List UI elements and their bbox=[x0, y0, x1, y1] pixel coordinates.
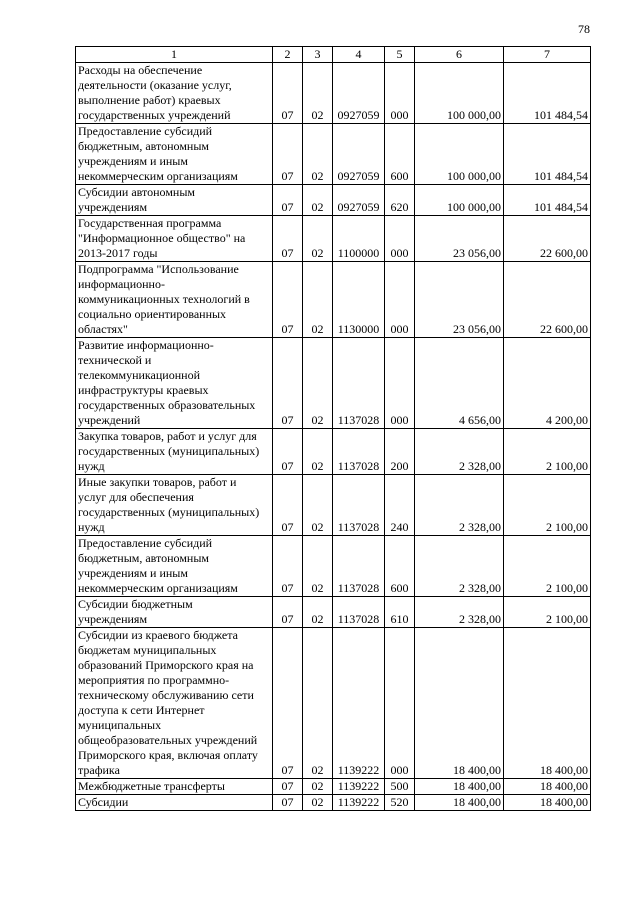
target-article-cell: 0927059 bbox=[333, 185, 385, 216]
expense-type-cell: 240 bbox=[385, 475, 415, 536]
amount-actual-cell: 18 400,00 bbox=[504, 779, 591, 795]
row-name-cell: Развитие информационно- технической и телекоммуникационной инфраструктуры краевых государственных образовательных учреждений bbox=[76, 338, 273, 429]
row-name-cell: Субсидии bbox=[76, 795, 273, 811]
amount-plan-cell: 18 400,00 bbox=[415, 628, 504, 779]
section-code-cell: 07 bbox=[273, 185, 303, 216]
target-article-cell: 1100000 bbox=[333, 216, 385, 262]
subsection-code-cell: 02 bbox=[303, 597, 333, 628]
section-code-cell: 07 bbox=[273, 628, 303, 779]
target-article-cell: 1139222 bbox=[333, 795, 385, 811]
expense-type-cell: 000 bbox=[385, 63, 415, 124]
expense-type-cell: 600 bbox=[385, 124, 415, 185]
row-name-cell: Государственная программа "Информационное общество" на 2013-2017 годы bbox=[76, 216, 273, 262]
row-name-cell: Иные закупки товаров, работ и услуг для обеспечения государственных (муниципальных) нужд bbox=[76, 475, 273, 536]
column-header: 5 bbox=[385, 47, 415, 63]
amount-actual-cell: 18 400,00 bbox=[504, 628, 591, 779]
target-article-cell: 0927059 bbox=[333, 63, 385, 124]
amount-plan-cell: 100 000,00 bbox=[415, 63, 504, 124]
amount-actual-cell: 18 400,00 bbox=[504, 795, 591, 811]
section-code-cell: 07 bbox=[273, 262, 303, 338]
target-article-cell: 1139222 bbox=[333, 779, 385, 795]
amount-actual-cell: 101 484,54 bbox=[504, 63, 591, 124]
expense-type-cell: 600 bbox=[385, 536, 415, 597]
row-name-cell: Предоставление субсидий бюджетным, автономным учреждениям и иным некоммерческим организациям bbox=[76, 124, 273, 185]
target-article-cell: 1137028 bbox=[333, 536, 385, 597]
row-name-cell: Подпрограмма "Использование информационно- коммуникационных технологий в социально ориентированных областях" bbox=[76, 262, 273, 338]
table-row bbox=[76, 536, 591, 597]
subsection-code-cell: 02 bbox=[303, 475, 333, 536]
amount-plan-cell: 2 328,00 bbox=[415, 597, 504, 628]
table-row bbox=[76, 475, 591, 536]
table-row bbox=[76, 124, 591, 185]
table-row bbox=[76, 262, 591, 338]
section-code-cell: 07 bbox=[273, 429, 303, 475]
subsection-code-cell: 02 bbox=[303, 185, 333, 216]
amount-actual-cell: 2 100,00 bbox=[504, 429, 591, 475]
section-code-cell: 07 bbox=[273, 779, 303, 795]
amount-actual-cell: 22 600,00 bbox=[504, 262, 591, 338]
section-code-cell: 07 bbox=[273, 63, 303, 124]
amount-actual-cell: 101 484,54 bbox=[504, 124, 591, 185]
amount-plan-cell: 2 328,00 bbox=[415, 475, 504, 536]
subsection-code-cell: 02 bbox=[303, 216, 333, 262]
row-name-cell: Субсидии бюджетным учреждениям bbox=[76, 597, 273, 628]
section-code-cell: 07 bbox=[273, 124, 303, 185]
expense-type-cell: 000 bbox=[385, 628, 415, 779]
table-body bbox=[76, 63, 591, 811]
subsection-code-cell: 02 bbox=[303, 338, 333, 429]
row-name-cell: Субсидии из краевого бюджета бюджетам муниципальных образований Приморского края на мероприятия по программно- техническому обслуживанию сети доступа к сети Интернет муниципальных общеобразовательных учреждений Приморского края, включая оплату трафика bbox=[76, 628, 273, 779]
expense-type-cell: 000 bbox=[385, 262, 415, 338]
column-header: 3 bbox=[303, 47, 333, 63]
amount-plan-cell: 18 400,00 bbox=[415, 795, 504, 811]
expense-type-cell: 200 bbox=[385, 429, 415, 475]
section-code-cell: 07 bbox=[273, 338, 303, 429]
subsection-code-cell: 02 bbox=[303, 124, 333, 185]
row-name-cell: Расходы на обеспечение деятельности (оказание услуг, выполнение работ) краевых государственных учреждений bbox=[76, 63, 273, 124]
column-header: 4 bbox=[333, 47, 385, 63]
target-article-cell: 1137028 bbox=[333, 597, 385, 628]
amount-actual-cell: 22 600,00 bbox=[504, 216, 591, 262]
table-row bbox=[76, 779, 591, 795]
expense-type-cell: 000 bbox=[385, 216, 415, 262]
amount-plan-cell: 2 328,00 bbox=[415, 536, 504, 597]
section-code-cell: 07 bbox=[273, 597, 303, 628]
subsection-code-cell: 02 bbox=[303, 429, 333, 475]
subsection-code-cell: 02 bbox=[303, 795, 333, 811]
amount-plan-cell: 100 000,00 bbox=[415, 185, 504, 216]
amount-plan-cell: 2 328,00 bbox=[415, 429, 504, 475]
subsection-code-cell: 02 bbox=[303, 536, 333, 597]
amount-plan-cell: 100 000,00 bbox=[415, 124, 504, 185]
amount-actual-cell: 101 484,54 bbox=[504, 185, 591, 216]
section-code-cell: 07 bbox=[273, 536, 303, 597]
target-article-cell: 1139222 bbox=[333, 628, 385, 779]
subsection-code-cell: 02 bbox=[303, 628, 333, 779]
row-name-cell: Предоставление субсидий бюджетным, автономным учреждениям и иным некоммерческим организациям bbox=[76, 536, 273, 597]
amount-plan-cell: 4 656,00 bbox=[415, 338, 504, 429]
subsection-code-cell: 02 bbox=[303, 262, 333, 338]
amount-plan-cell: 23 056,00 bbox=[415, 262, 504, 338]
expense-type-cell: 000 bbox=[385, 338, 415, 429]
target-article-cell: 1137028 bbox=[333, 475, 385, 536]
column-header: 1 bbox=[76, 47, 273, 63]
amount-actual-cell: 2 100,00 bbox=[504, 475, 591, 536]
table-header-row bbox=[76, 47, 591, 63]
expense-type-cell: 620 bbox=[385, 185, 415, 216]
target-article-cell: 1130000 bbox=[333, 262, 385, 338]
column-header: 2 bbox=[273, 47, 303, 63]
budget-table bbox=[75, 46, 591, 811]
amount-plan-cell: 23 056,00 bbox=[415, 216, 504, 262]
section-code-cell: 07 bbox=[273, 216, 303, 262]
amount-actual-cell: 2 100,00 bbox=[504, 597, 591, 628]
subsection-code-cell: 02 bbox=[303, 779, 333, 795]
page-number: 78 bbox=[578, 22, 590, 36]
table-row bbox=[76, 216, 591, 262]
row-name-cell: Закупка товаров, работ и услуг для государственных (муниципальных) нужд bbox=[76, 429, 273, 475]
expense-type-cell: 520 bbox=[385, 795, 415, 811]
table-row bbox=[76, 185, 591, 216]
expense-type-cell: 610 bbox=[385, 597, 415, 628]
subsection-code-cell: 02 bbox=[303, 63, 333, 124]
table-row bbox=[76, 597, 591, 628]
row-name-cell: Межбюджетные трансферты bbox=[76, 779, 273, 795]
table-row bbox=[76, 63, 591, 124]
amount-actual-cell: 4 200,00 bbox=[504, 338, 591, 429]
column-header: 7 bbox=[504, 47, 591, 63]
table-row bbox=[76, 628, 591, 779]
section-code-cell: 07 bbox=[273, 475, 303, 536]
target-article-cell: 1137028 bbox=[333, 429, 385, 475]
amount-actual-cell: 2 100,00 bbox=[504, 536, 591, 597]
table-row bbox=[76, 338, 591, 429]
row-name-cell: Субсидии автономным учреждениям bbox=[76, 185, 273, 216]
table-row bbox=[76, 429, 591, 475]
target-article-cell: 1137028 bbox=[333, 338, 385, 429]
expense-type-cell: 500 bbox=[385, 779, 415, 795]
column-header: 6 bbox=[415, 47, 504, 63]
table-row bbox=[76, 795, 591, 811]
section-code-cell: 07 bbox=[273, 795, 303, 811]
target-article-cell: 0927059 bbox=[333, 124, 385, 185]
amount-plan-cell: 18 400,00 bbox=[415, 779, 504, 795]
